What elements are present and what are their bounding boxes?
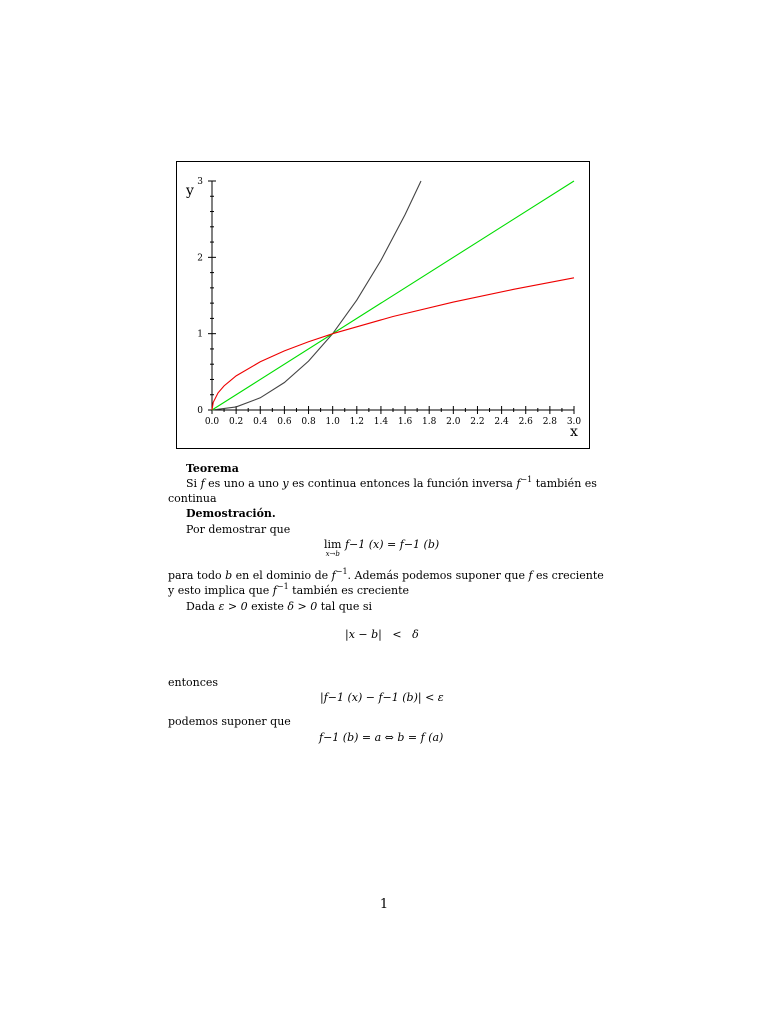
- proof-intro: Por demostrar que: [186, 523, 291, 536]
- theorem-text-b: es uno a uno: [204, 477, 283, 490]
- theorem-text-d: también es: [532, 477, 597, 490]
- x-tick-label: 0.6: [277, 417, 292, 427]
- x-tick-label: 1.2: [349, 417, 364, 427]
- function-plot: [177, 162, 591, 450]
- y-tick-label: 3: [197, 177, 203, 187]
- theorem-text-a: Si: [186, 477, 201, 490]
- theorem-exponent: −1: [520, 475, 533, 484]
- podemos-line: podemos suponer que: [168, 715, 291, 728]
- paragraph-3: [168, 599, 618, 614]
- x-tick-label: 1.4: [373, 417, 389, 427]
- x-tick-label: 2.0: [446, 417, 461, 427]
- equation-epsilon: |f−1 (x) − f−1 (b)| < ε: [320, 691, 444, 704]
- y-tick-label: 1: [197, 329, 203, 340]
- y-axis-title: y: [186, 183, 194, 199]
- paragraph-2-line-1: [168, 567, 604, 583]
- x-tick-label: 3.0: [566, 417, 582, 427]
- theorem-title: Teorema: [186, 462, 239, 475]
- entonces-word: entonces: [168, 676, 219, 689]
- chart-frame: [176, 161, 590, 449]
- paragraph-2-line-2: [168, 583, 600, 598]
- p2-text-e: es creciente: [532, 569, 604, 582]
- theorem-text-c: es continua entonces la función inversa: [288, 477, 517, 490]
- x-tick-label: 0.4: [253, 417, 268, 427]
- p2-text-d: . Además podemos suponer que: [347, 569, 529, 582]
- lim-word: lim: [324, 538, 342, 551]
- theorem-var-y: y: [282, 477, 289, 490]
- p3-delta: δ > 0: [287, 600, 318, 613]
- p2-var-f2: f: [528, 569, 533, 582]
- page-number: 1: [379, 897, 389, 912]
- lim-subscript: x→b: [325, 550, 340, 558]
- x-tick-label: 2.2: [470, 417, 485, 427]
- p2-var-f: f: [331, 569, 336, 582]
- x-tick-label: 1.0: [325, 417, 340, 427]
- p2-l2-exponent: −1: [276, 582, 289, 591]
- equation-limit: [324, 539, 439, 558]
- p3-epsilon: ε > 0: [218, 600, 248, 613]
- x-tick-label: 2.4: [494, 417, 509, 427]
- series-line-1: [212, 181, 574, 410]
- p2-l2-text-a: y esto implica que: [168, 584, 273, 597]
- theorem-var-f: f: [200, 477, 205, 490]
- p2-var-b: b: [225, 569, 233, 582]
- theorem-line-1: [168, 476, 618, 491]
- p2-text-c: en el dominio de: [232, 569, 332, 582]
- lim-operator: [324, 539, 341, 558]
- series-line-0: [212, 181, 421, 410]
- p2-exponent: −1: [335, 567, 348, 576]
- x-tick-label: 1.8: [422, 417, 437, 427]
- p3-text-b: existe: [247, 600, 288, 613]
- x-tick-label: 0.8: [301, 417, 316, 427]
- series-line-2: [212, 278, 574, 410]
- p2-l2-text-b: también es creciente: [288, 584, 409, 597]
- p3-text-a: Dada: [186, 600, 219, 613]
- p3-text-c: tal que si: [317, 600, 373, 613]
- p2-l2-var-f: f: [272, 584, 277, 597]
- p2-text-a: para todo: [168, 569, 226, 582]
- x-tick-label: 0.0: [204, 417, 220, 427]
- theorem-var-f2: f: [516, 477, 521, 490]
- x-tick-label: 0.2: [228, 417, 244, 427]
- proof-title: Demostración.: [186, 507, 276, 520]
- equation-inverse: f−1 (b) = a ⇔ b = f (a): [319, 731, 444, 744]
- theorem-line-2: continua: [168, 492, 217, 505]
- equation-delta: |x − b| < δ: [345, 628, 419, 641]
- x-axis-title: x: [570, 424, 578, 440]
- x-tick-label: 2.8: [542, 417, 558, 427]
- x-tick-label: 1.6: [397, 417, 413, 427]
- y-tick-label: 2: [197, 253, 203, 264]
- x-tick-label: 2.6: [518, 417, 533, 427]
- y-tick-label: 0: [197, 406, 203, 416]
- lim-body: f−1 (x) = f−1 (b): [344, 538, 440, 551]
